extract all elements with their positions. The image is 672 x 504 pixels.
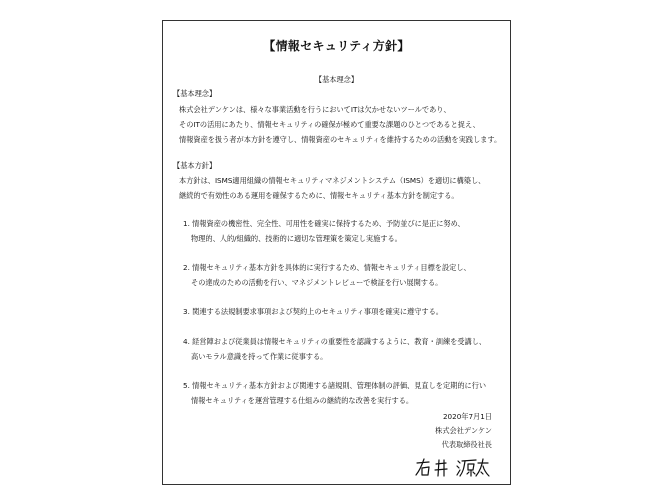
policy-document [162,20,511,485]
section1-line: 情報資産を扱う者が本方針を遵守し、情報資産のセキュリティを維持するための活動を実践します。 [179,135,502,144]
sub-heading: 【基本理念】 [314,75,359,84]
policy-item-2: 2. 情報セキュリティ基本方針を具体的に実行するため、情報セキュリティ目標を設定し、 [183,263,471,272]
policy-item-3: 3. 関連する法規制要求事項および契約上のセキュリティ事項を確実に遵守する。 [183,307,443,316]
section2-line: 継続的で有効性のある運用を確保するために、情報セキュリティ基本方針を制定する。 [179,191,459,200]
section1-line: 株式会社デンケンは、様々な事業活動を行うにおいてITは欠かせないツールであり、 [179,105,451,114]
policy-item-2-cont: その達成のための活動を行い、マネジメントレビューで検証を行い展開する。 [191,278,443,287]
section2-line: 本方針は、ISMS適用組織の情報セキュリティマネジメントシステム（ISMS）を適切に構築し、 [179,176,486,185]
policy-item-4-cont: 高いモラル意識を持って作業に従事する。 [191,352,328,361]
company-name: 株式会社デンケン [435,426,492,435]
section1-line: そのITの活用にあたり、情報セキュリティの確保が極めて重要な課題のひとつであると捉え、 [179,120,480,129]
policy-item-5-cont: 情報セキュリティを運営管理する仕組みの継続的な改善を実行する。 [191,396,414,405]
document-date: 2020年7月1日 [442,412,492,421]
policy-item-1-cont: 物理的、人的/組織的、技術的に適切な管理策を策定し実施する。 [191,234,402,243]
handwritten-signature [414,455,490,479]
policy-item-4: 4. 経営陣および従業員は情報セキュリティの重要性を認識するように、教育・訓練を受講し、 [183,337,487,346]
policy-item-1: 1. 情報資産の機密性、完全性、可用性を確実に保持するため、予防並びに是正に努め、 [183,219,465,228]
document-title: 【情報セキュリティ方針】 [263,39,410,53]
policy-item-5: 5. 情報セキュリティ基本方針および関連する諸規則、管理体制の評価、見直しを定期的に行い [183,381,487,390]
section1-heading: 【基本理念】 [173,89,217,98]
section2-heading: 【基本方針】 [173,161,217,170]
signer-position: 代表取締役社長 [441,440,492,449]
